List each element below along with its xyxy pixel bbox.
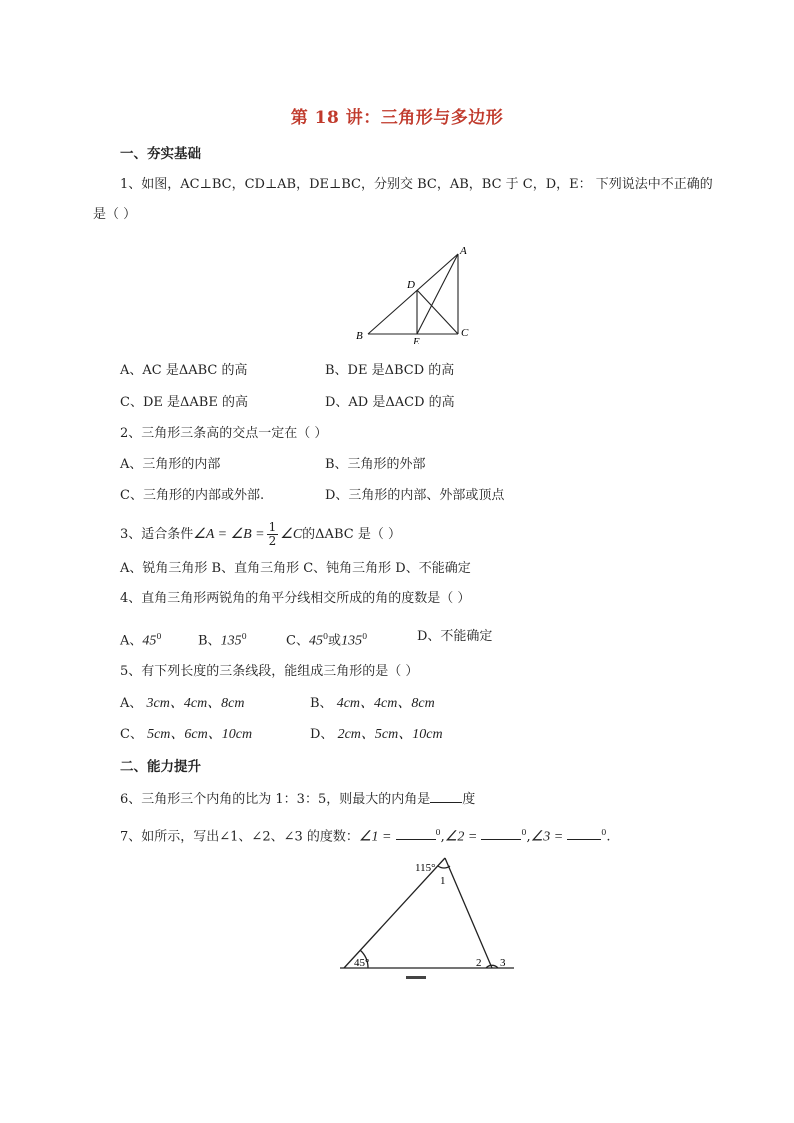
question-5-stem: 5、有下列长度的三条线段，能组成三角形的是（ ） (120, 664, 419, 679)
question-2-option-a: A、三角形的内部 (120, 457, 221, 472)
option-label: A、 (120, 633, 143, 649)
degree-mark: 0 (362, 632, 368, 641)
degree-mark: 0 (601, 828, 607, 837)
question-1-stem: 1、如图，AC⊥BC，CD⊥AB，DE⊥BC，分别交 BC，AB，BC 于 C，D，E： 下列说法中不正确的 (120, 177, 713, 192)
option-label: B、 (310, 696, 333, 711)
angle-label-2: 2 (476, 957, 482, 969)
answer-blank-angle-2[interactable] (481, 826, 521, 840)
question-7-stem (120, 824, 611, 846)
angle-value: 45 (308, 633, 323, 649)
option-value: 4cm、4cm、8cm (336, 696, 435, 711)
question-3-options: A、锐角三角形 B、直角三角形 C、钝角三角形 D、不能确定 (120, 561, 471, 576)
angle-2-label: ∠2 = (444, 829, 478, 845)
question-6-text: 6、三角形三个内角的比为 1：3：5，则最大的内角是 (120, 792, 431, 807)
question-6-stem (120, 789, 475, 809)
option-label: C、 (286, 633, 309, 649)
question-5-option-b (310, 695, 435, 713)
question-3-condition-c: ∠C (280, 527, 303, 542)
option-label: A、 (120, 696, 143, 711)
question-3-stem-prefix: 3、适合条件 (120, 527, 194, 542)
option-label: C、 (120, 727, 143, 742)
question-1-option-b: B、DE 是ΔBCD 的高 (325, 363, 455, 378)
answer-blank[interactable] (430, 789, 462, 803)
triangle-right-side (445, 858, 492, 968)
degree-mark: 0 (241, 632, 247, 641)
question-1-option-a: A、AC 是ΔABC 的高 (120, 363, 248, 378)
question-1-option-c: C、DE 是ΔABE 的高 (120, 395, 248, 410)
option-value: 3cm、4cm、8cm (146, 696, 245, 711)
question-3-stem (120, 521, 401, 548)
option-label: B、 (198, 633, 221, 649)
degree-mark: 0 (156, 632, 162, 641)
page-title: 第 18 讲：三角形与多边形 (290, 108, 504, 128)
question-6-unit: 度 (462, 792, 476, 807)
angle-label-45: 45° (354, 957, 370, 969)
question-3-stem-suffix: 的ΔABC 是（ ） (302, 527, 401, 542)
question-4-option-a (120, 628, 161, 650)
point-label-d: D (407, 279, 415, 291)
question-1-stem-continued: 是（ ） (93, 207, 137, 222)
question-2-stem: 2、三角形三条高的交点一定在（ ） (120, 426, 328, 441)
question-4-option-b (198, 628, 247, 650)
fraction-numerator: 1 (268, 520, 277, 534)
question-1-figure (352, 244, 482, 344)
option-value: 2cm、5cm、10cm (337, 727, 443, 742)
triangle-left-side (344, 858, 445, 968)
angle-value: 45 (142, 633, 157, 649)
angle-value: 135 (341, 633, 363, 649)
question-2-option-b: B、三角形的外部 (325, 457, 426, 472)
answer-blank-angle-1[interactable] (396, 826, 436, 840)
question-5-option-c (120, 726, 252, 744)
question-4-option-d: D、不能确定 (417, 629, 493, 644)
degree-mark: 0 (435, 828, 441, 837)
separator: , (440, 829, 445, 845)
angle-label-3: 3 (500, 957, 506, 969)
end-mark: . (606, 829, 611, 845)
point-label-b: B (356, 330, 363, 342)
point-label-e: E (413, 336, 420, 344)
segment-dc (417, 290, 458, 334)
separator: , (526, 829, 531, 845)
point-label-c: C (461, 327, 469, 339)
point-label-a: A (460, 245, 467, 257)
question-7-figure (336, 852, 526, 982)
segment-ea (417, 254, 458, 334)
degree-mark: 0 (521, 828, 527, 837)
angle-3-label: ∠3 = (530, 829, 564, 845)
question-4-option-c (286, 628, 367, 650)
question-1-option-d: D、AD 是ΔACD 的高 (325, 395, 455, 410)
angle-label-1: 1 (440, 875, 446, 887)
fraction-denominator: 2 (268, 534, 277, 548)
answer-blank-angle-3[interactable] (567, 826, 601, 840)
conjunction: 或 (328, 633, 342, 649)
question-5-option-a (120, 695, 245, 713)
question-3-condition-ab: ∠A = ∠B = (193, 527, 265, 542)
section-heading-basics: 一、夯实基础 (120, 146, 201, 162)
segment-ba (368, 254, 458, 334)
question-7-text: 7、如所示，写出∠1、∠2、∠3 的度数： (120, 829, 359, 845)
degree-mark: 0 (322, 632, 329, 641)
option-value: 5cm、6cm、10cm (147, 727, 253, 742)
option-label: D、 (310, 727, 334, 742)
question-4-stem: 4、直角三角形两锐角的角平分线相交所成的角的度数是（ ） (120, 591, 471, 606)
angle-value: 135 (220, 633, 242, 649)
angle-label-115: 115° (415, 862, 436, 874)
figure-caption-fragment (406, 976, 426, 979)
section-heading-improvement: 二、能力提升 (120, 759, 201, 775)
angle-1-label: ∠1 = (358, 829, 392, 845)
question-2-option-d: D、三角形的内部、外部或顶点 (325, 488, 505, 503)
question-2-option-c: C、三角形的内部或外部. (120, 488, 265, 503)
question-5-option-d (310, 726, 443, 744)
question-3-fraction (267, 521, 279, 548)
